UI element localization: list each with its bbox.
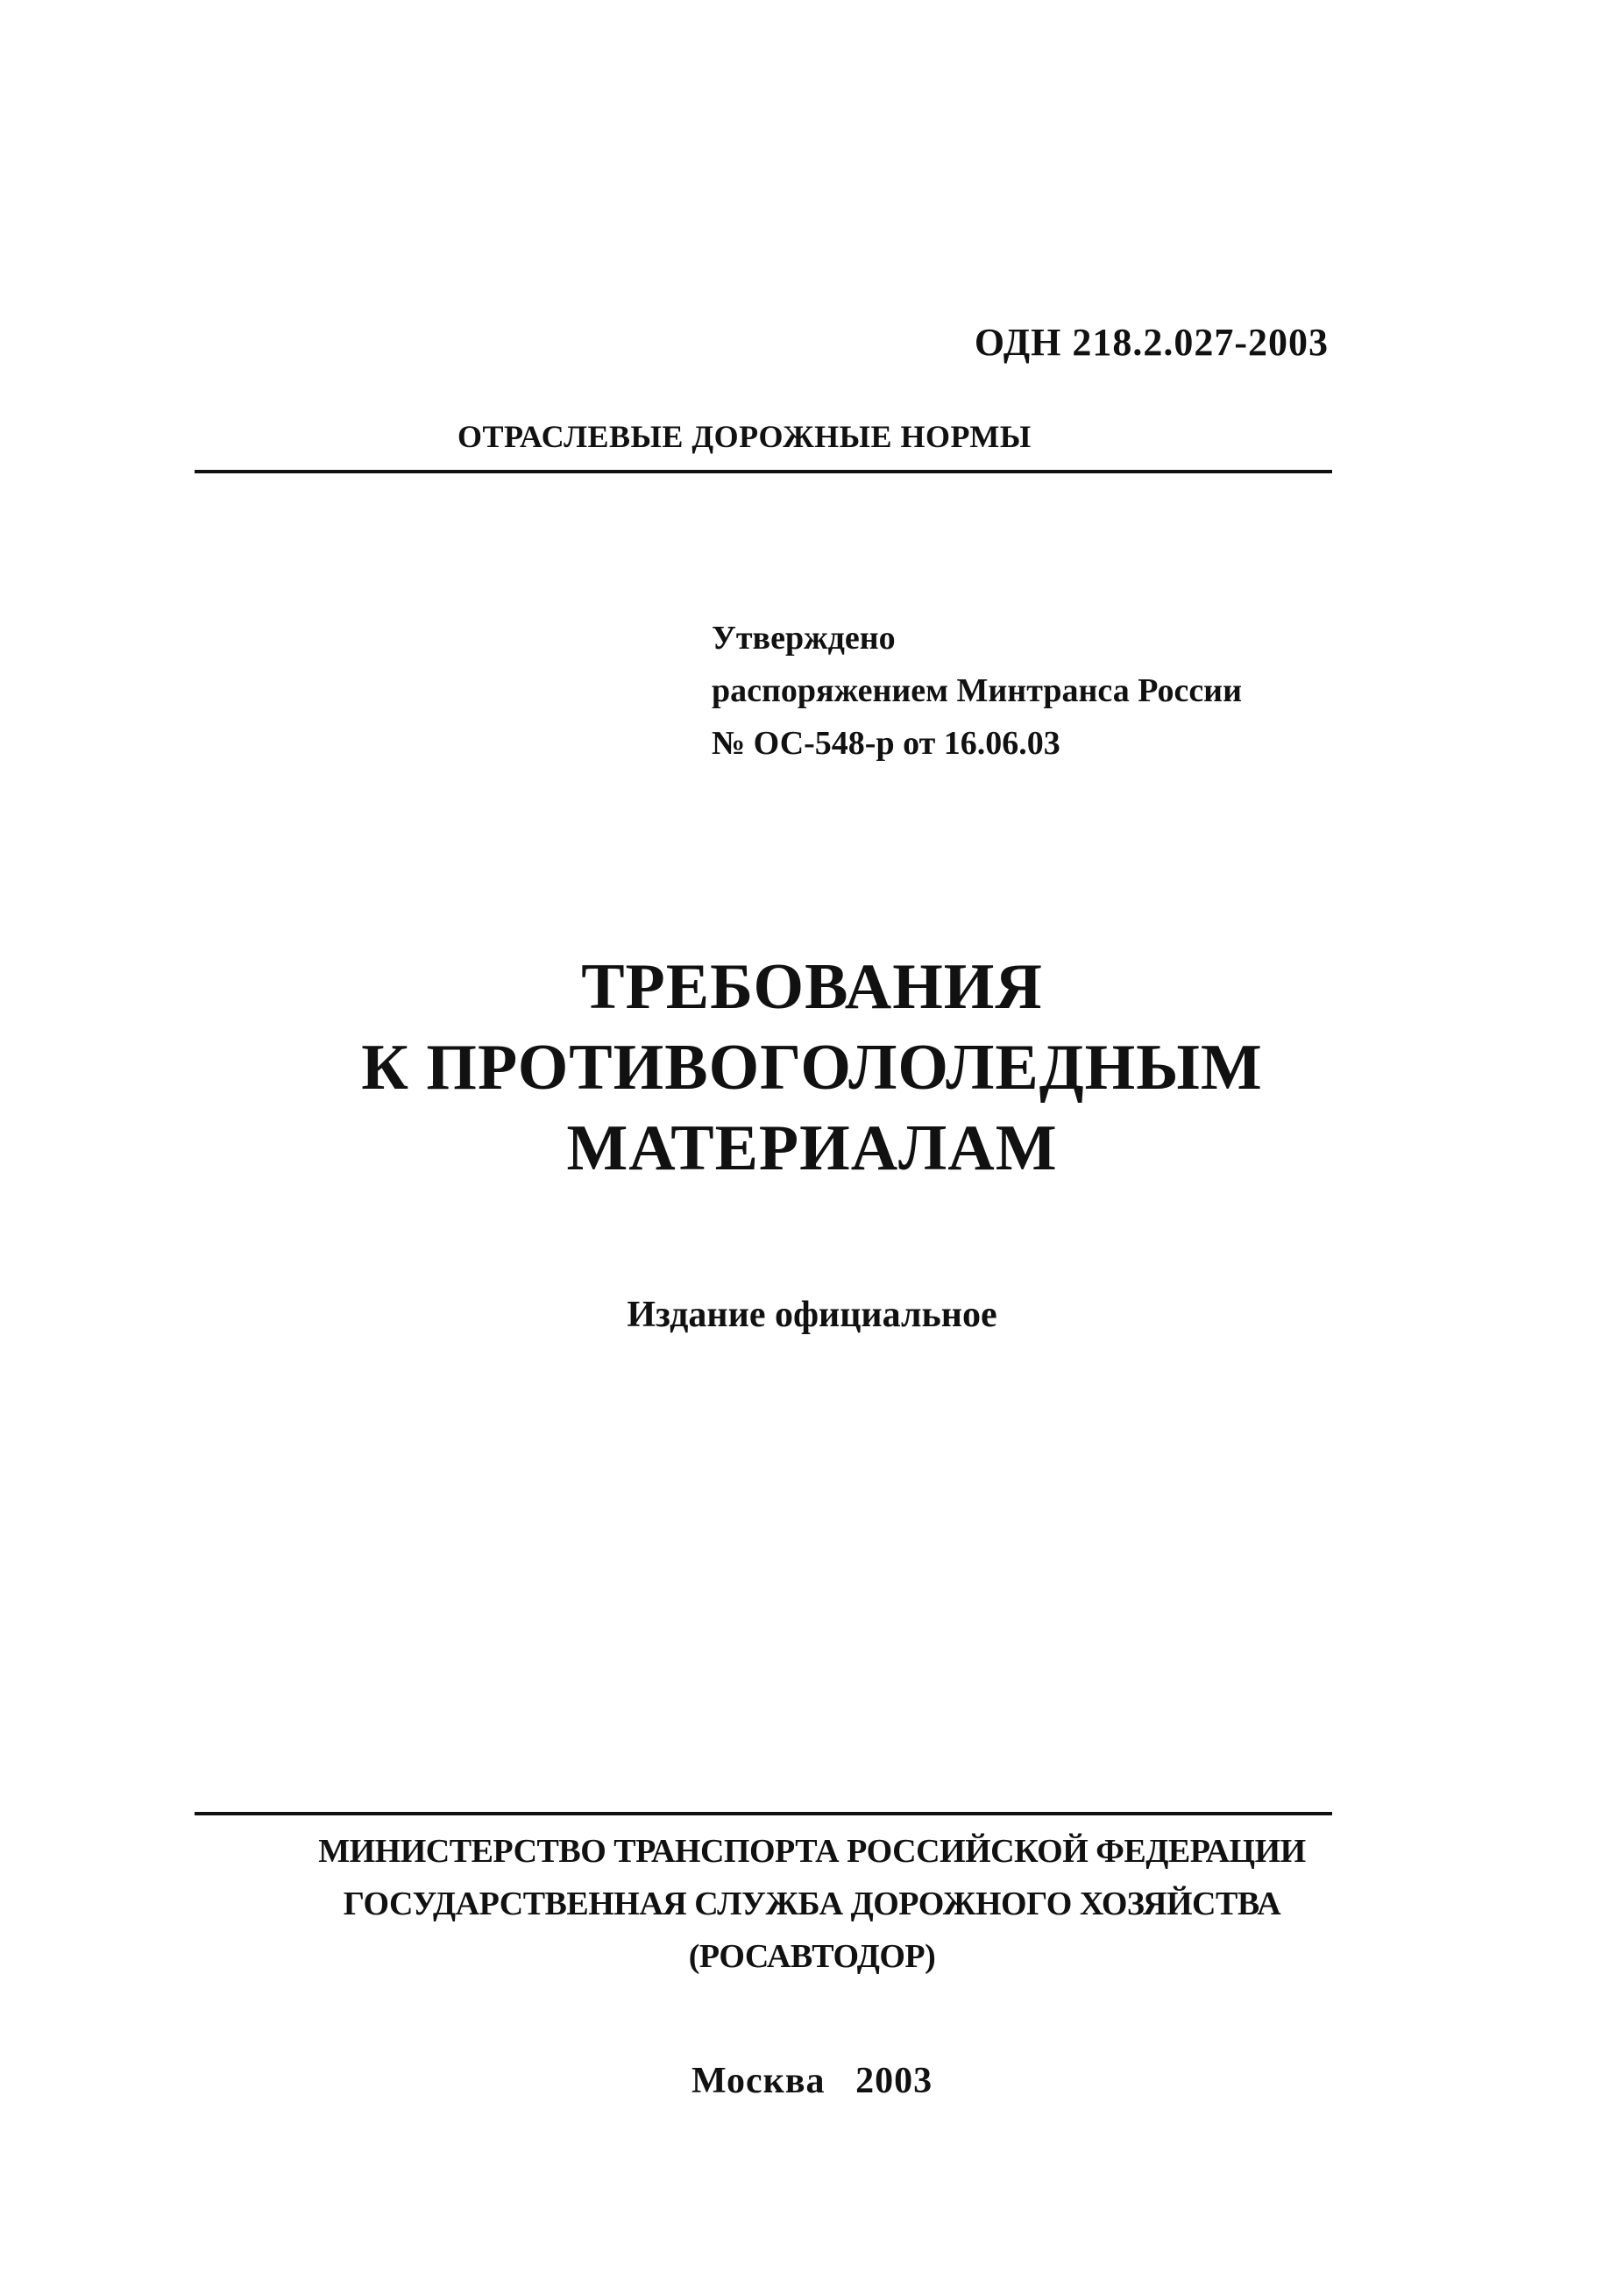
imprint	[0, 2060, 1624, 2102]
top-divider	[195, 470, 1332, 473]
approval-line-number: № ОС-548-р от 16.06.03	[712, 725, 1060, 762]
publisher-abbreviation: (РОСАВТОДОР)	[688, 1938, 936, 1975]
publisher-block	[0, 1825, 1624, 1983]
title-line-1: ТРЕБОВАНИЯ	[581, 951, 1043, 1023]
approval-line-approved: Утверждено	[712, 620, 896, 657]
imprint-year: 2003	[855, 2061, 933, 2101]
approval-line-order: распоряжением Минтранса России	[712, 672, 1242, 709]
title-line-3: МАТЕРИАЛАМ	[566, 1112, 1058, 1184]
publisher-service: ГОСУДАРСТВЕННАЯ СЛУЖБА ДОРОЖНОГО ХОЗЯЙСТВА	[343, 1886, 1281, 1922]
imprint-city: Москва	[691, 2061, 826, 2101]
edition-label: Издание официальное	[627, 1295, 997, 1335]
approval-block	[712, 612, 1242, 770]
document-title	[0, 947, 1624, 1189]
document-code: ОДН 218.2.027-2003	[974, 321, 1329, 364]
publisher-ministry: МИНИСТЕРСТВО ТРАНСПОРТА РОССИЙСКОЙ ФЕДЕРАЦИИ	[318, 1833, 1306, 1870]
bottom-divider	[195, 1812, 1332, 1815]
standard-type-heading: ОТРАСЛЕВЫЕ ДОРОЖНЫЕ НОРМЫ	[457, 419, 1032, 454]
title-line-2: К ПРОТИВОГОЛОЛЕДНЫМ	[361, 1032, 1263, 1104]
